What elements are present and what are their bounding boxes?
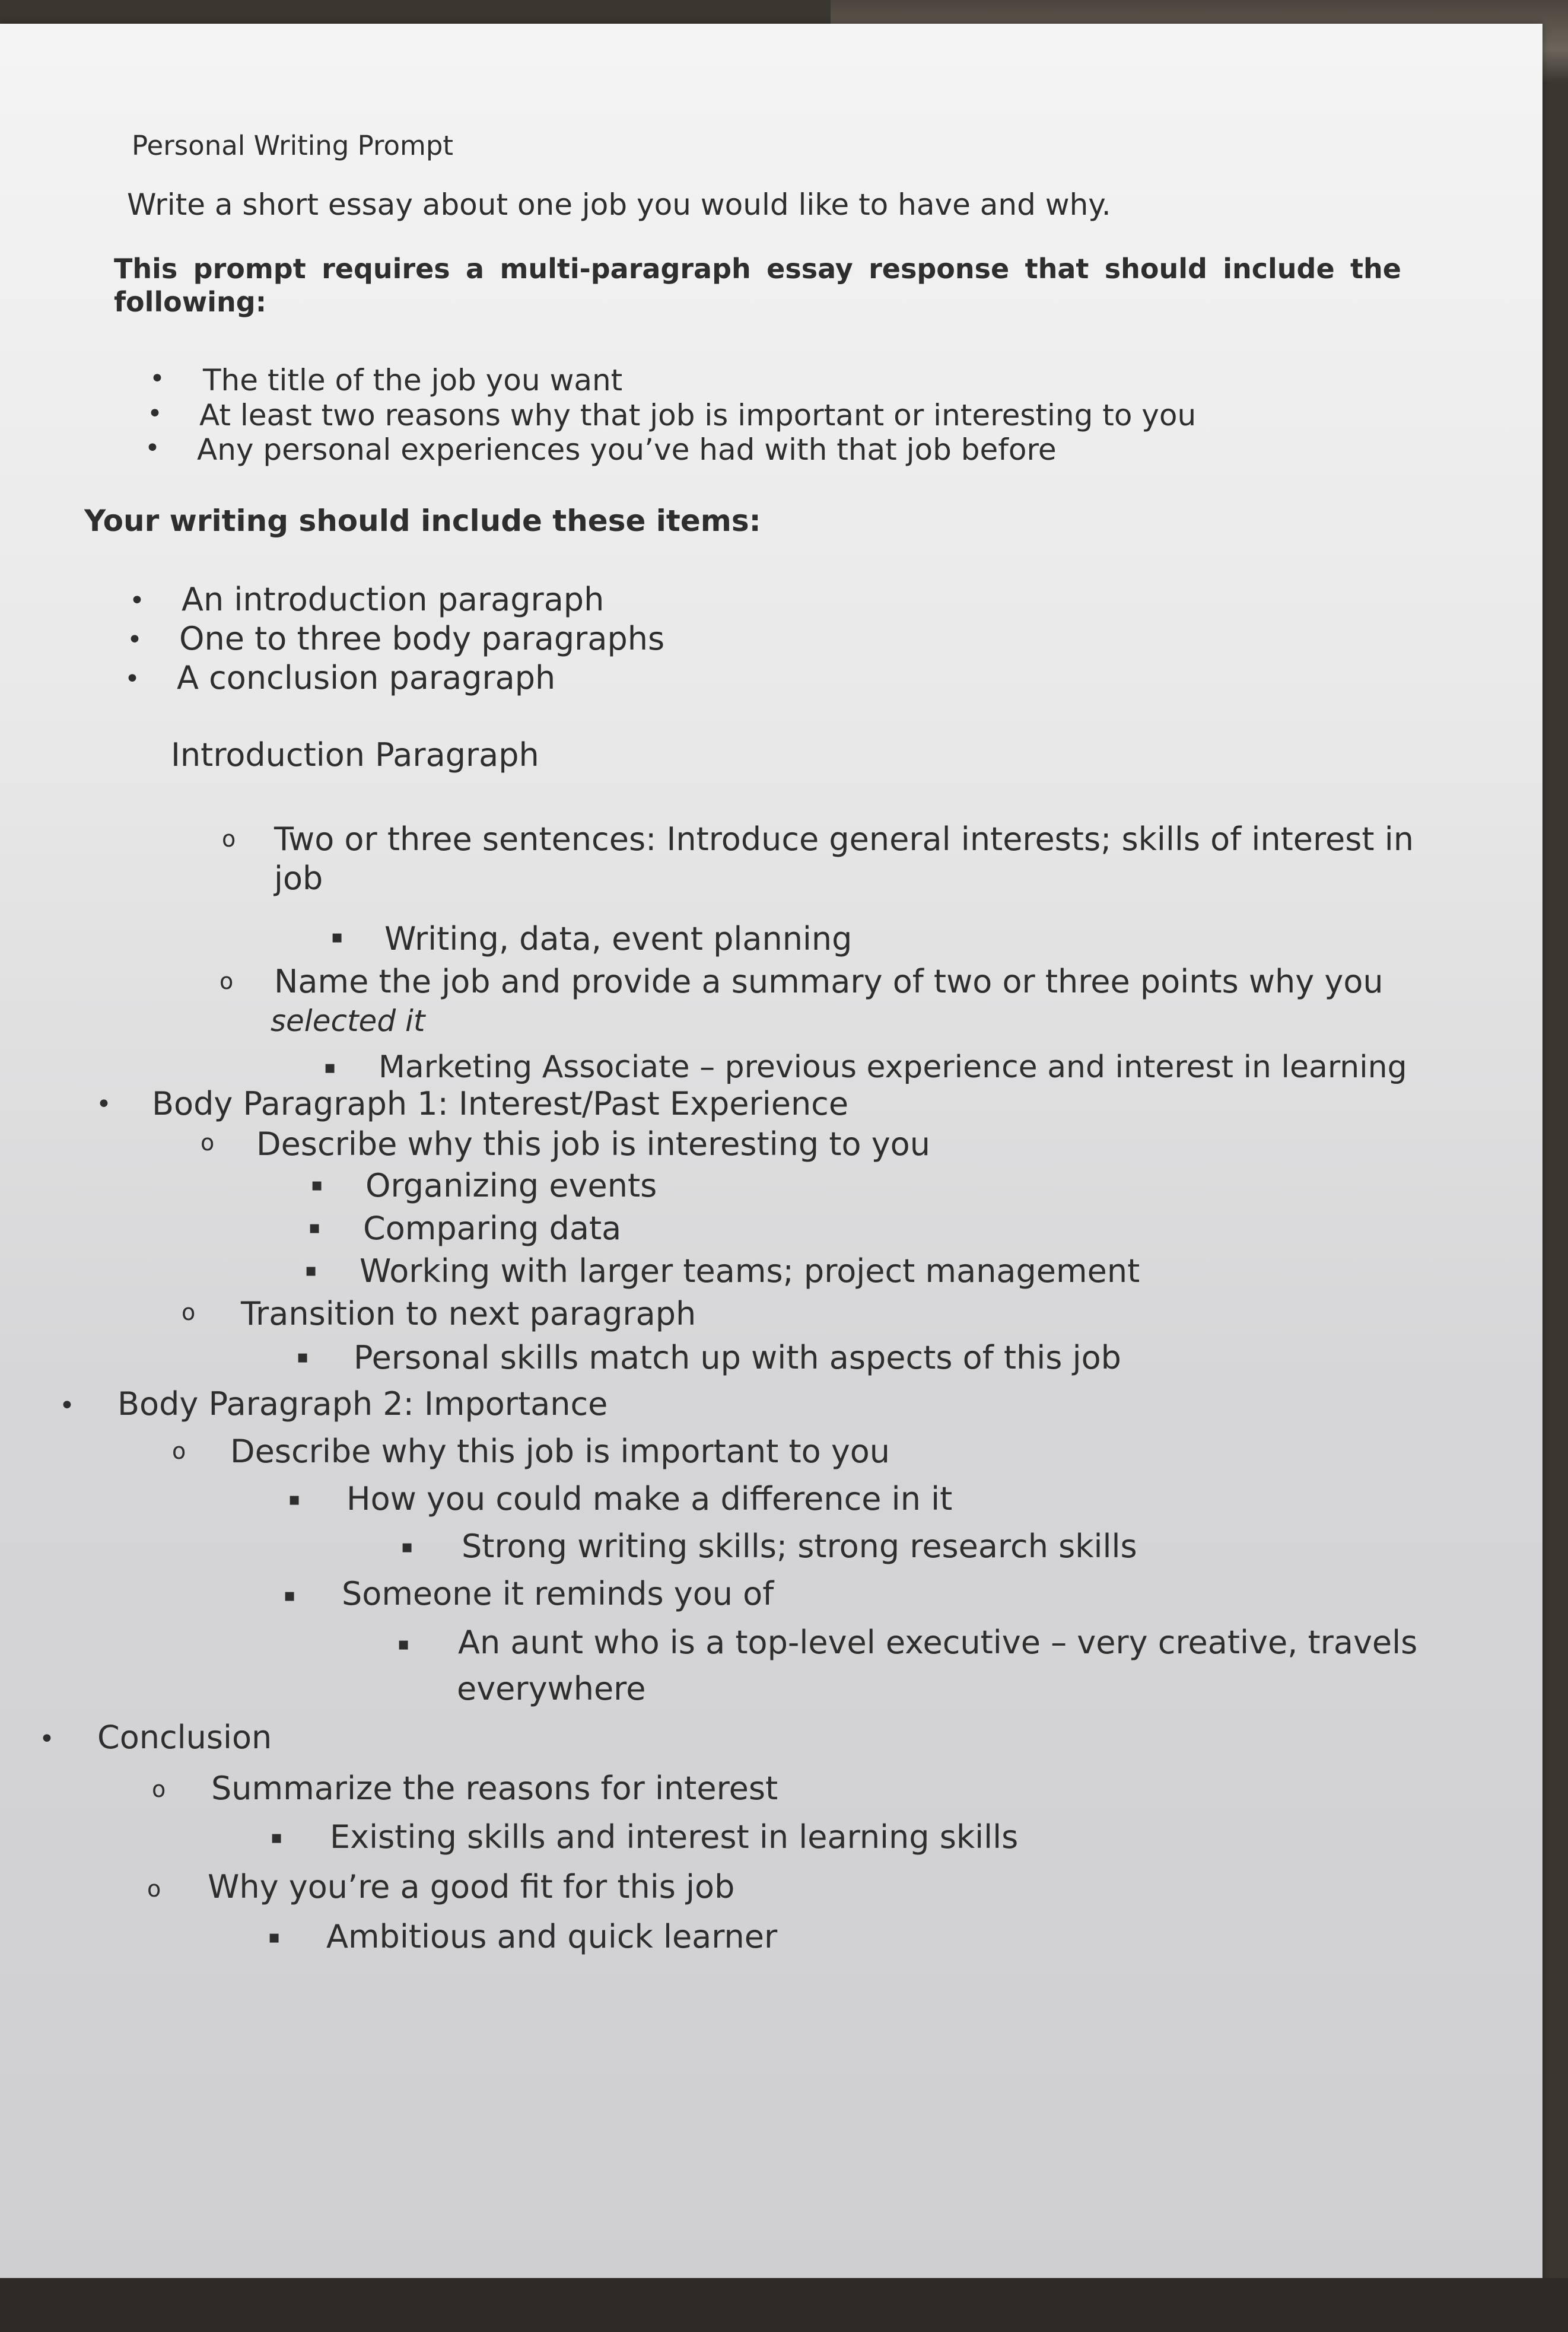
prompt-text: Write a short essay about one job you would like to have and why.	[127, 187, 1111, 222]
body1-point-1: Describe why this job is interesting to you	[256, 1125, 930, 1163]
bullet-disc: •	[96, 1089, 112, 1119]
bullet-square: ▪	[284, 1585, 296, 1606]
bullet-circle: o	[201, 1130, 215, 1156]
table-surface-bottom	[0, 2278, 1568, 2332]
bullet-square: ▪	[401, 1536, 414, 1557]
bullet-disc: •	[125, 664, 140, 694]
requirement-item: At least two reasons why that job is important or interesting to you	[199, 398, 1197, 432]
bullet-disc: •	[127, 625, 142, 655]
requirements-intro: This prompt requires a multi-paragraph essay response that should include the following:	[114, 253, 1401, 318]
bullet-square: ▪	[331, 927, 344, 947]
structure-heading: Your writing should include these items:	[84, 504, 761, 538]
body1-point-2: Transition to next paragraph	[241, 1295, 696, 1332]
bullet-disc: •	[59, 1391, 75, 1421]
worksheet-page	[0, 24, 1542, 2284]
bullet-disc: •	[150, 364, 165, 394]
body2-sub-2-detail: An aunt who is a top-level executive – very creative, travels	[458, 1624, 1418, 1661]
bullet-disc: •	[129, 586, 145, 616]
intro-point-1-detail: Writing, data, event planning	[384, 920, 853, 957]
bullet-circle: o	[147, 1876, 161, 1902]
intro-point-2: Name the job and provide a summary of two or three points why you	[274, 963, 1383, 1000]
conclusion-point-1-detail: Existing skills and interest in learning skills	[330, 1818, 1019, 1856]
conclusion-point-1: Summarize the reasons for interest	[211, 1770, 778, 1807]
structure-item: A conclusion paragraph	[177, 659, 556, 696]
body2-sub-1-detail: Strong writing skills; strong research skills	[462, 1528, 1137, 1565]
bullet-circle: o	[152, 1776, 166, 1802]
body2-heading: Body Paragraph 2: Importance	[117, 1385, 608, 1423]
bullet-square: ▪	[288, 1489, 301, 1510]
body2-sub-1: How you could make a difference in it	[346, 1480, 953, 1517]
bullet-circle: o	[222, 826, 236, 852]
conclusion-heading: Conclusion	[97, 1719, 272, 1756]
bullet-disc: •	[39, 1724, 55, 1754]
bullet-square: ▪	[305, 1260, 317, 1281]
intro-point-1-continued: job	[274, 860, 323, 897]
intro-point-2-continued: selected it	[271, 1004, 425, 1038]
bullet-square: ▪	[311, 1175, 323, 1195]
body2-sub-2: Someone it reminds you of	[342, 1575, 774, 1612]
conclusion-point-2: Why you’re a good fit for this job	[208, 1868, 735, 1905]
intro-point-1: Two or three sentences: Introduce general interests; skills of interest in	[274, 820, 1414, 858]
bullet-square: ▪	[397, 1634, 410, 1655]
body2-point-1: Describe why this job is important to you	[230, 1433, 890, 1470]
intro-heading: Introduction Paragraph	[171, 736, 539, 774]
prompt-label: Personal Writing Prompt	[132, 130, 454, 161]
requirement-item: Any personal experiences you’ve had with that job before	[197, 432, 1057, 467]
bullet-square: ▪	[268, 1927, 281, 1948]
bullet-square: ▪	[324, 1057, 336, 1078]
conclusion-point-2-detail: Ambitious and quick learner	[326, 1918, 778, 1955]
bullet-square: ▪	[297, 1347, 309, 1367]
body1-detail: Organizing events	[365, 1167, 657, 1204]
body1-detail: Comparing data	[363, 1210, 622, 1247]
bullet-square: ▪	[271, 1827, 283, 1848]
body2-sub-2-detail-continued: everywhere	[457, 1670, 646, 1707]
body1-point-2-detail: Personal skills match up with aspects of this job	[354, 1339, 1121, 1376]
structure-item: An introduction paragraph	[182, 581, 605, 618]
bullet-disc: •	[145, 433, 160, 463]
bullet-disc: •	[147, 399, 163, 429]
requirement-item: The title of the job you want	[203, 363, 623, 397]
bullet-circle: o	[172, 1438, 186, 1464]
structure-item: One to three body paragraphs	[179, 620, 665, 657]
bullet-circle: o	[182, 1299, 196, 1325]
bullet-square: ▪	[308, 1217, 321, 1238]
body1-heading: Body Paragraph 1: Interest/Past Experience	[152, 1085, 849, 1122]
intro-point-2-detail: Marketing Associate – previous experience and interest in learning	[379, 1049, 1407, 1085]
bullet-circle: o	[220, 968, 234, 994]
body1-detail: Working with larger teams; project management	[360, 1252, 1140, 1290]
